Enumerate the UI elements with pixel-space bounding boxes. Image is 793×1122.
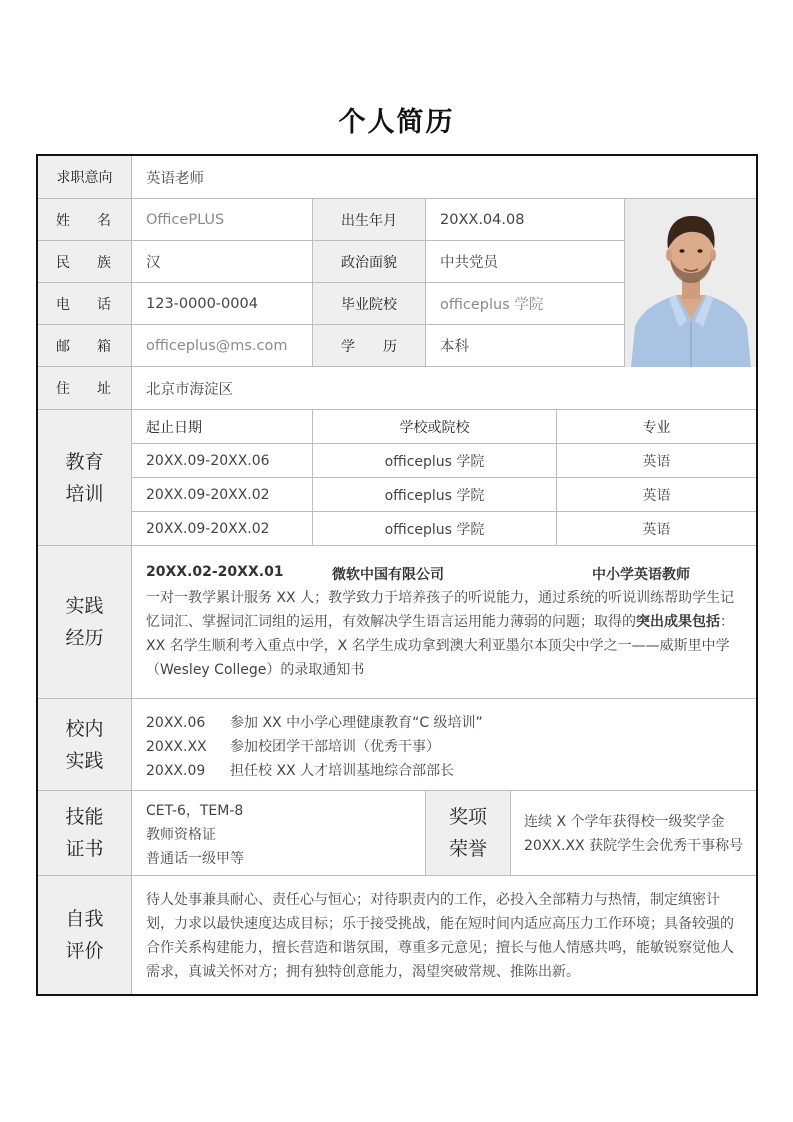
list-item	[146, 735, 483, 759]
job-intention-value: 英语老师	[146, 170, 204, 187]
political-value: 中共党员	[440, 255, 498, 271]
resume-table	[36, 154, 758, 996]
list-item: 20XX.XX 获院学生会优秀干事称号	[524, 838, 744, 854]
name-label	[38, 199, 132, 240]
list-item: 普通话一级甲等	[146, 851, 244, 867]
campus-item-text: 参加校团学干部培训（优秀干事）	[230, 739, 440, 755]
page-title: 个人简历	[338, 107, 455, 138]
row-email	[38, 325, 624, 367]
row-name	[38, 199, 624, 241]
section-practice	[38, 546, 756, 699]
education-major: 英语	[556, 478, 756, 511]
row-ethnicity	[38, 241, 624, 283]
ethnicity-label	[38, 241, 132, 282]
education-school: officeplus 学院	[312, 444, 556, 477]
self-evaluation-text: 待人处事兼具耐心、责任心与恒心；对待职责内的工作，必投入全部精力与热情，制定缜密计划，力求以最快速度达成目标；乐于接受挑战，能在短时间内适应高压力工作环境；具备较强的合作关系构建能力，擅长营造和谐氛围，尊重多元意见；擅长与他人情感共鸣，能敏锐察觉他人需求，真诚关怀对方；拥有独特创意能力，渴望突破常规、推陈出新。	[146, 892, 734, 980]
practice-label-line1: 实践	[65, 595, 104, 617]
practice-label	[38, 546, 132, 698]
name-value: OfficePLUS	[146, 211, 225, 228]
email-label-char1: 邮	[56, 338, 70, 355]
practice-date: 20XX.02-20XX.01	[146, 564, 284, 580]
email-label	[38, 325, 132, 366]
education-major: 英语	[556, 444, 756, 477]
birth-label: 出生年月	[312, 199, 426, 240]
avatar	[625, 199, 756, 367]
school-value: officeplus 学院	[440, 297, 544, 313]
list-item	[146, 759, 483, 783]
campus-label	[38, 699, 132, 790]
campus-item-date: 20XX.XX	[146, 739, 207, 755]
practice-description	[146, 586, 744, 682]
row-phone	[38, 283, 624, 325]
ethnicity-label-char1: 民	[56, 254, 70, 271]
degree-label-char1: 学	[341, 338, 355, 355]
list-item: CET-6，TEM-8	[146, 803, 244, 819]
honors-list	[524, 810, 743, 858]
email-value: officeplus@ms.com	[146, 337, 288, 354]
address-value: 北京市海淀区	[146, 381, 233, 398]
practice-role: 中小学英语教师	[592, 567, 690, 583]
practice-desc-before: 一对一教学累计服务 XX 人；教学致力于培养孩子的听说能力，通过系统的听说训练帮助学生记忆词汇、掌握词汇词组的运用，有效解决学生语言运用能力薄弱的问题；取得的	[146, 590, 735, 630]
education-date: 20XX.09-20XX.02	[146, 521, 270, 537]
ethnicity-value: 汉	[146, 255, 161, 271]
education-label-line1: 教育	[65, 450, 104, 473]
birth-value: 20XX.04.08	[440, 211, 525, 228]
education-school: officeplus 学院	[312, 478, 556, 511]
education-header-date: 起止日期	[146, 419, 202, 436]
table-row	[132, 444, 756, 478]
table-row	[132, 512, 756, 546]
job-intention-label: 求职意向	[38, 156, 132, 198]
self-label-line1: 自我	[65, 908, 104, 930]
practice-desc-highlight: 突出成果包括	[636, 614, 720, 630]
honors-label-line1: 奖项	[448, 806, 487, 828]
phone-value: 123-0000-0004	[146, 295, 258, 312]
education-date: 20XX.09-20XX.06	[146, 452, 270, 469]
profile-photo	[624, 199, 756, 367]
address-label	[38, 367, 132, 409]
campus-label-line1: 校内	[65, 717, 104, 740]
skills-list	[146, 799, 244, 871]
email-label-char2: 箱	[97, 338, 111, 355]
honors-label	[425, 791, 511, 875]
school-label: 毕业院校	[312, 283, 426, 324]
campus-item-date: 20XX.09	[146, 763, 206, 779]
ethnicity-label-char2: 族	[97, 254, 111, 271]
education-header-major: 专业	[556, 410, 756, 443]
education-major: 英语	[556, 512, 756, 546]
practice-company: 微软中国有限公司	[332, 567, 444, 583]
table-row	[132, 478, 756, 512]
section-education	[38, 410, 756, 546]
education-date: 20XX.09-20XX.02	[146, 486, 270, 503]
name-label-char1: 姓	[56, 212, 70, 229]
degree-label	[312, 325, 426, 366]
campus-list	[146, 711, 483, 783]
campus-label-line2: 实践	[65, 749, 104, 772]
political-label: 政治面貌	[312, 241, 426, 282]
list-item: 连续 X 个学年获得校一级奖学金	[524, 814, 725, 830]
list-item	[146, 711, 483, 735]
section-self-evaluation	[38, 876, 756, 994]
self-evaluation-label	[38, 876, 132, 994]
campus-item-text: 担任校 XX 人才培训基地综合部部长	[230, 763, 455, 779]
phone-label-char1: 电	[56, 296, 70, 313]
skills-label	[38, 791, 132, 875]
phone-label	[38, 283, 132, 324]
education-school: officeplus 学院	[312, 512, 556, 546]
education-table	[132, 410, 756, 545]
degree-value: 本科	[440, 339, 469, 355]
practice-label-line2: 经历	[65, 627, 104, 649]
honors-label-line2: 荣誉	[448, 838, 487, 860]
list-item: 教师资格证	[146, 827, 216, 843]
address-label-char1: 住	[56, 381, 70, 397]
campus-item-text: 参加 XX 中小学心理健康教育“C 级培训”	[230, 715, 483, 731]
skills-label-line1: 技能	[65, 806, 104, 828]
degree-label-char2: 历	[383, 338, 397, 355]
section-campus	[38, 699, 756, 791]
row-address	[38, 367, 756, 410]
skills-label-line2: 证书	[65, 838, 104, 860]
practice-desc-after: ：XX 名学生顺利考入重点中学，X 名学生成功拿到澳大利亚墨尔本顶尖中学之一——威斯里中学（Wesley College）的录取通知书	[146, 614, 734, 678]
name-label-char2: 名	[97, 212, 111, 229]
education-label-line2: 培训	[65, 482, 104, 505]
education-header-row	[132, 410, 756, 444]
address-label-char2: 址	[97, 381, 111, 397]
education-label	[38, 410, 132, 545]
education-header-school: 学校或院校	[312, 410, 556, 443]
phone-label-char2: 话	[97, 296, 111, 313]
self-label-line2: 评价	[65, 940, 104, 962]
section-skills-honors	[38, 791, 756, 876]
practice-header	[146, 564, 744, 584]
campus-item-date: 20XX.06	[146, 715, 206, 731]
row-job-intention	[38, 156, 756, 199]
